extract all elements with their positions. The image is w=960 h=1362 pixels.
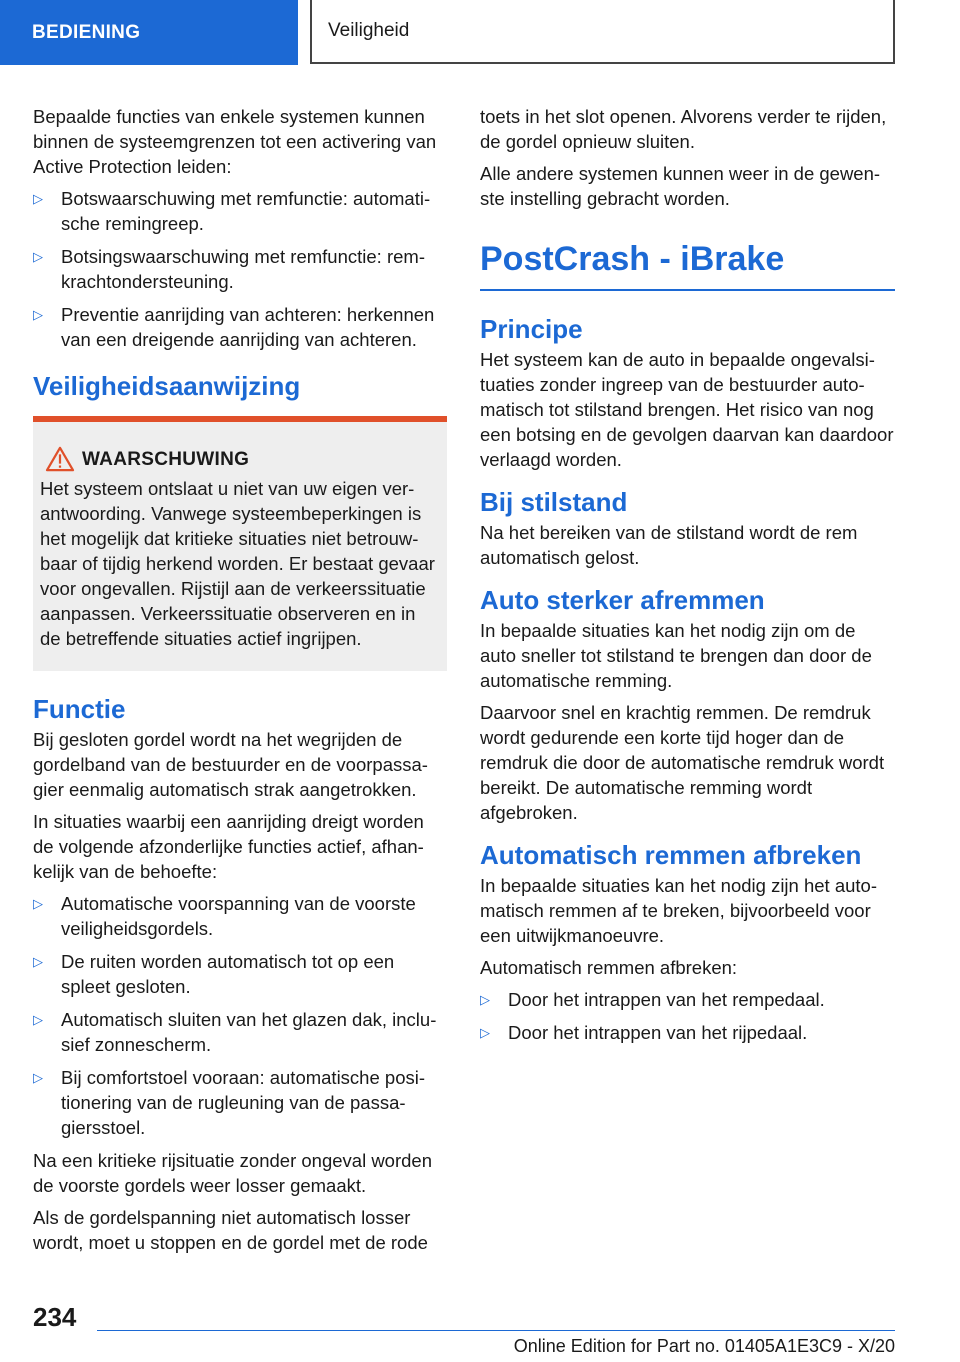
brake-paragraph-1: In bepaalde situaties kan het nodig zijn om de auto sneller tot stilstand te brengen dan door de automatische remming.: [480, 620, 872, 691]
bullet-arrow-icon: ▷: [33, 191, 43, 206]
abort-paragraph-1: In bepaalde situaties kan het nodig zijn het automatisch remmen af te breken, bijvoorbeeld voor een uitwijkmanoeuvre.: [480, 875, 878, 946]
list-item-text: Preventie aanrijding van achteren: herkennen van een dreigende aanrijding van achteren.: [61, 304, 435, 350]
list-item: [33, 244, 447, 294]
footer-divider: [97, 1330, 895, 1331]
bullet-arrow-icon: ▷: [480, 1025, 490, 1040]
bullet-arrow-icon: ▷: [33, 954, 43, 969]
bullet-arrow-icon: ▷: [33, 1012, 43, 1027]
list-item: [33, 186, 447, 236]
abort-paragraph-2: Automatisch remmen afbreken:: [480, 957, 738, 978]
page-title: Veiligheid: [310, 0, 895, 64]
page-number: 234: [33, 1302, 77, 1332]
list-item: [33, 949, 447, 999]
continued-paragraph-2: Alle andere systemen kunnen weer in de gewenste instelling gebracht worden.: [480, 163, 881, 209]
list-item: [33, 891, 447, 941]
standstill-paragraph: Na het bereiken van de stilstand wordt de rem automatisch gelost.: [480, 522, 858, 568]
safety-heading: Veiligheidsaanwijzing: [33, 371, 301, 401]
footer-edition: Online Edition for Part no. 01405A1E3C9 - X/20: [513, 1336, 895, 1356]
bullet-arrow-icon: ▷: [33, 307, 43, 322]
warning-text: Het systeem ontslaat u niet van uw eigen verantwoording. Vanwege systeembeperkingen is het mogelijk dat kritieke situaties niet betrouwbaar of tijdig herkend worden. Er bestaat gevaar voor ongevallen. Rijstijl aan de verkeerssituatie aanpassen. Verkeerssituatie observeren en in de betreffende situaties actief ingrijpen.: [40, 478, 435, 649]
section-tab: BEDIENING: [0, 0, 298, 65]
warning-triangle-icon: [44, 446, 76, 472]
list-item: [33, 1007, 447, 1057]
list-item-text: Automatisch sluiten van het glazen dak, inclusief zonnescherm.: [61, 1009, 437, 1055]
function-paragraph-3: Na een kritieke rijsituatie zonder ongeval worden de voorste gordels weer losser gemaakt.: [33, 1150, 432, 1196]
standstill-heading: Bij stilstand: [480, 487, 628, 517]
function-paragraph-1: Bij gesloten gordel wordt na het wegrijden de gordelband van de bestuurder en de voorpassagier eenmalig automatisch strak aangetrokken.: [33, 729, 428, 800]
function-paragraph-2: In situaties waarbij een aanrijding dreigt worden de volgende afzonderlijke functies actief, afhankelijk van de behoefte:: [33, 811, 424, 882]
list-item: [480, 987, 895, 1012]
intro-paragraph: Bepaalde functies van enkele systemen kunnen binnen de systeemgrenzen tot een activering van Active Protection leiden:: [33, 106, 437, 177]
abort-bullet-list: [480, 987, 895, 1045]
list-item-text: Automatische voorspanning van de voorste veiligheidsgordels.: [61, 893, 416, 939]
function-paragraph-4: Als de gordelspanning niet automatisch losser wordt, moet u stoppen en de gordel met de rode: [33, 1207, 428, 1253]
principle-heading: Principe: [480, 314, 583, 344]
brake-paragraph-2: Daarvoor snel en krachtig remmen. De remdruk wordt gedurende een korte tijd hoger dan de remdruk die door de automatische remdruk wordt bereikt. De automatische remming wordt afgebroken.: [480, 702, 885, 823]
function-bullet-list: [33, 891, 447, 1140]
list-item: [33, 1065, 447, 1140]
list-item-text: Bij comfortstoel vooraan: automatische positionering van de rugleuning van de passagiersstoel.: [61, 1067, 426, 1138]
list-item-text: Door het intrappen van het rijpedaal.: [508, 1022, 808, 1043]
abort-heading: Automatisch remmen afbreken: [480, 840, 862, 870]
left-column: [33, 104, 447, 1262]
section-title: PostCrash - iBrake: [480, 239, 895, 291]
list-item-text: Botswaarschuwing met remfunctie: automatische remingreep.: [61, 188, 431, 234]
brake-heading: Auto sterker afremmen: [480, 585, 765, 615]
bullet-arrow-icon: ▷: [480, 992, 490, 1007]
list-item: [480, 1020, 895, 1045]
function-heading: Functie: [33, 694, 126, 724]
list-item-text: De ruiten worden automatisch tot op een spleet gesloten.: [61, 951, 395, 997]
list-item-text: Door het intrappen van het rempedaal.: [508, 989, 825, 1010]
warning-header: [40, 446, 439, 472]
bullet-arrow-icon: ▷: [33, 896, 43, 911]
principle-paragraph: Het systeem kan de auto in bepaalde ongevalsituaties zonder ingreep van de bestuurder automatisch tot stilstand brengen. Het risico van nog een botsing en de gevolgen daarvan kan daardoor verlaagd worden.: [480, 349, 894, 470]
bullet-arrow-icon: ▷: [33, 249, 43, 264]
continued-paragraph-1: toets in het slot openen. Alvorens verder te rijden, de gordel opnieuw sluiten.: [480, 106, 887, 152]
warning-label: WAARSCHUWING: [82, 448, 250, 470]
list-item: [33, 302, 447, 352]
intro-bullet-list: [33, 186, 447, 352]
warning-box: [33, 416, 447, 671]
bullet-arrow-icon: ▷: [33, 1070, 43, 1085]
right-column: [480, 104, 895, 1053]
list-item-text: Botsingswaarschuwing met remfunctie: remkrachtondersteuning.: [61, 246, 425, 292]
